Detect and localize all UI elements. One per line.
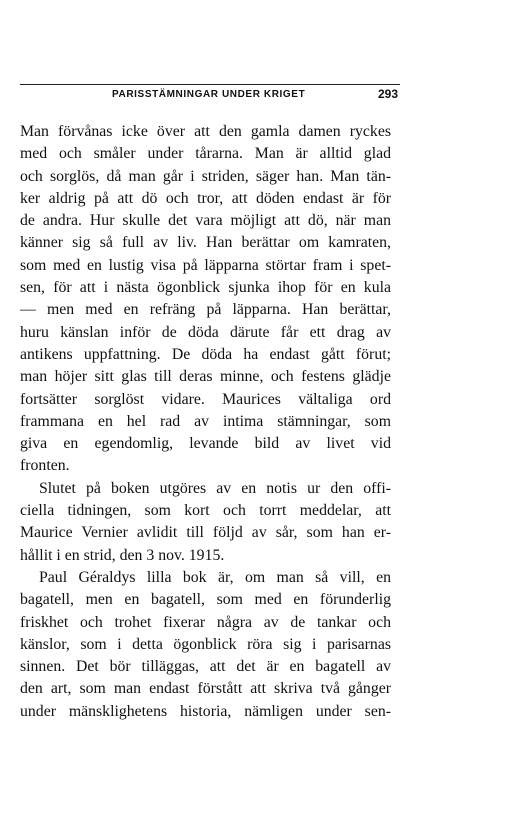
text-line: sen, för att i nästa ögonblick sjunka ihop för en kula [20, 279, 391, 297]
text-line: huru känslan inför de döda därute får ett drag av [20, 323, 391, 341]
text-line: sinnen. Det bör tilläggas, att det är en bagatell av [20, 658, 391, 676]
text-line: man höjer sitt glas till deras minne, och festens glädje [20, 368, 391, 386]
text-line: och sorglös, då man går i striden, säger han. Man tän- [20, 167, 391, 185]
text-line: den art, som man endast förstått att skriva två gånger [20, 680, 391, 698]
text-line: bagatell, men en bagatell, som med en förunderlig [20, 591, 391, 609]
text-line: fronten. [20, 457, 70, 475]
text-line: med och småler under tårarna. Man är alltid glad [20, 145, 391, 163]
text-line: ker aldrig på att dö och tror, att döden endast är för [20, 189, 391, 207]
body-text [20, 121, 391, 723]
text-line: Man förvånas icke över att den gamla damen ryckes [20, 123, 391, 140]
text-line: ciella tidningen, som kort och torrt meddelar, att [20, 502, 391, 520]
text-line: — men med en refräng på läpparna. Han berättar, [20, 301, 391, 319]
text-line: som med en lustig visa på läpparna störtar fram i spet- [20, 256, 391, 274]
running-title: PARISSTÄMNINGAR UNDER KRIGET [112, 89, 306, 100]
page-number: 293 [377, 87, 398, 101]
text-line: de andra. Hur skulle det vara möjligt att dö, när man [20, 212, 391, 230]
text-line: Slutet på boken utgöres av en notis ur den offi- [39, 479, 391, 497]
text-line: hållit i en strid, den 3 nov. 1915. [20, 546, 225, 564]
text-line: känner sig så full av liv. Han berättar om kamraten, [20, 234, 391, 252]
text-line: antikens uppfattning. De döda ha endast gått förut; [20, 345, 391, 363]
text-line: under mänsklighetens historia, nämligen under sen- [20, 702, 391, 720]
text-line: fortsätter sorglöst vidare. Maurices vältaliga ord [20, 390, 391, 408]
text-line: frammana en hel rad av intima stämningar, som [20, 412, 391, 430]
page-header [20, 84, 400, 109]
text-line: Maurice Vernier avlidit till följd av sår, som han er- [20, 524, 391, 542]
text-line: känslor, som i detta ögonblick röra sig i parisarnas [20, 635, 391, 653]
text-line: friskhet och trohet fixerar några av de tankar och [20, 613, 391, 631]
text-line: giva en egendomlig, levande bild av livet vid [20, 435, 391, 453]
text-line: Paul Géraldys lilla bok är, om man så vill, en [39, 568, 391, 586]
